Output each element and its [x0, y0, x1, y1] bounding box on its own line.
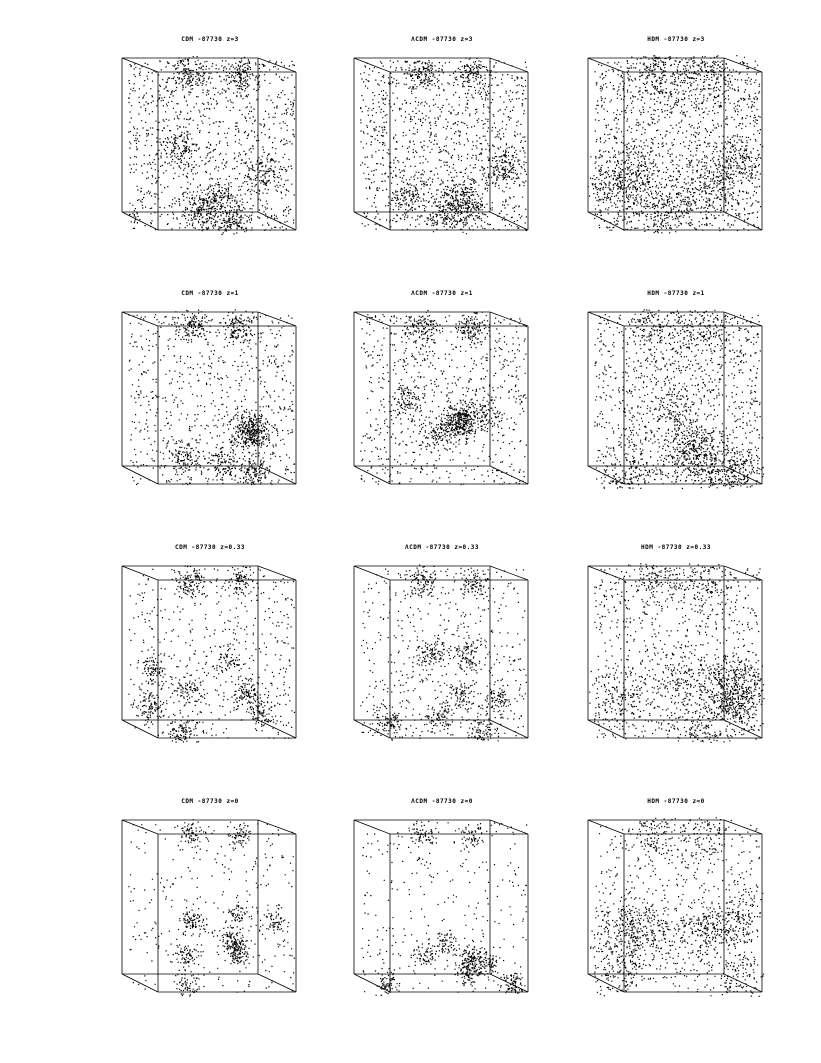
panel-title: HDM -87730 z=0	[647, 798, 705, 805]
particle-box-plot	[352, 816, 532, 1016]
particle-scatter	[360, 565, 527, 742]
panel-cdm-z0	[120, 798, 300, 998]
box-edge	[490, 312, 528, 326]
panel-hdm-z0	[586, 798, 766, 998]
box-edge	[354, 466, 390, 484]
box-edge	[354, 312, 390, 326]
particle-scatter	[594, 309, 764, 489]
box-edge	[122, 312, 158, 326]
panel-title: ΛCDM -87730 z=0.33	[404, 544, 480, 551]
box-edge	[122, 566, 158, 580]
particle-box-plot	[120, 308, 300, 508]
particle-scatter	[128, 565, 295, 742]
box-edge	[258, 974, 296, 992]
box-edge	[490, 58, 528, 72]
panel-title: ΛCDM -87730 z=0	[411, 798, 473, 805]
panel-title: HDM -87730 z=0.33	[641, 544, 711, 551]
panel-title: CDM -87730 z=1	[181, 290, 239, 297]
box-edge	[122, 720, 158, 738]
box-edge	[724, 466, 762, 484]
box-edge	[588, 58, 624, 72]
box-edge	[122, 820, 158, 834]
panel-title: HDM -87730 z=3	[647, 36, 705, 43]
box-edge	[122, 58, 158, 72]
box-edge	[354, 58, 390, 72]
particle-scatter	[128, 819, 295, 997]
box-edge	[122, 466, 158, 484]
particle-box-plot	[120, 562, 300, 762]
panel-lcdm-z3	[352, 36, 532, 236]
particle-box-plot	[120, 54, 300, 254]
box-edge	[588, 974, 624, 992]
particle-scatter	[360, 310, 527, 485]
panel-cdm-z1	[120, 290, 300, 490]
box-edge	[258, 466, 296, 484]
panel-hdm-z033	[586, 544, 766, 744]
particle-scatter	[589, 563, 764, 743]
panel-title: CDM -87730 z=0.33	[175, 544, 245, 551]
box-edge	[354, 566, 390, 580]
box-edge	[354, 820, 390, 834]
panel-title: ΛCDM -87730 z=1	[411, 290, 473, 297]
box-edge	[724, 312, 762, 326]
box-edge	[122, 974, 158, 992]
particle-scatter	[128, 309, 295, 485]
box-edge	[490, 466, 528, 484]
panel-cdm-z3	[120, 36, 300, 236]
particle-box-plot	[352, 562, 532, 762]
particle-box-plot	[586, 816, 766, 1016]
box-edge	[258, 212, 296, 230]
panel-title: ΛCDM -87730 z=3	[411, 36, 473, 43]
box-edge	[588, 466, 624, 484]
particle-box-plot	[120, 816, 300, 1016]
box-edge	[724, 820, 762, 834]
box-edge	[724, 720, 762, 738]
panel-hdm-z3	[586, 36, 766, 236]
particle-scatter	[362, 821, 528, 996]
panel-lcdm-z1	[352, 290, 532, 490]
particle-box-plot	[352, 308, 532, 508]
particle-scatter	[590, 817, 764, 997]
box-edge	[490, 566, 528, 580]
box-edge	[588, 820, 624, 834]
box-edge	[354, 974, 390, 992]
particle-box-plot	[586, 308, 766, 508]
box-edge	[258, 566, 296, 580]
particle-scatter	[588, 55, 764, 233]
box-edge	[258, 312, 296, 326]
panel-lcdm-z0	[352, 798, 532, 998]
box-edge	[258, 820, 296, 834]
panel-title: CDM -87730 z=3	[181, 36, 239, 43]
box-edge	[258, 720, 296, 738]
panel-title: HDM -87730 z=1	[647, 290, 705, 297]
particle-box-plot	[352, 54, 532, 254]
panel-lcdm-z033	[352, 544, 532, 744]
box-edge	[354, 212, 390, 230]
box-edge	[588, 566, 624, 580]
box-edge	[490, 212, 528, 230]
panel-cdm-z033	[120, 544, 300, 744]
particle-box-plot	[586, 54, 766, 254]
box-edge	[490, 720, 528, 738]
particle-box-plot	[586, 562, 766, 762]
panel-title: CDM -87730 z=0	[181, 798, 239, 805]
particle-scatter	[128, 56, 295, 235]
particle-scatter	[360, 57, 527, 234]
box-edge	[122, 212, 158, 230]
panel-hdm-z1	[586, 290, 766, 490]
